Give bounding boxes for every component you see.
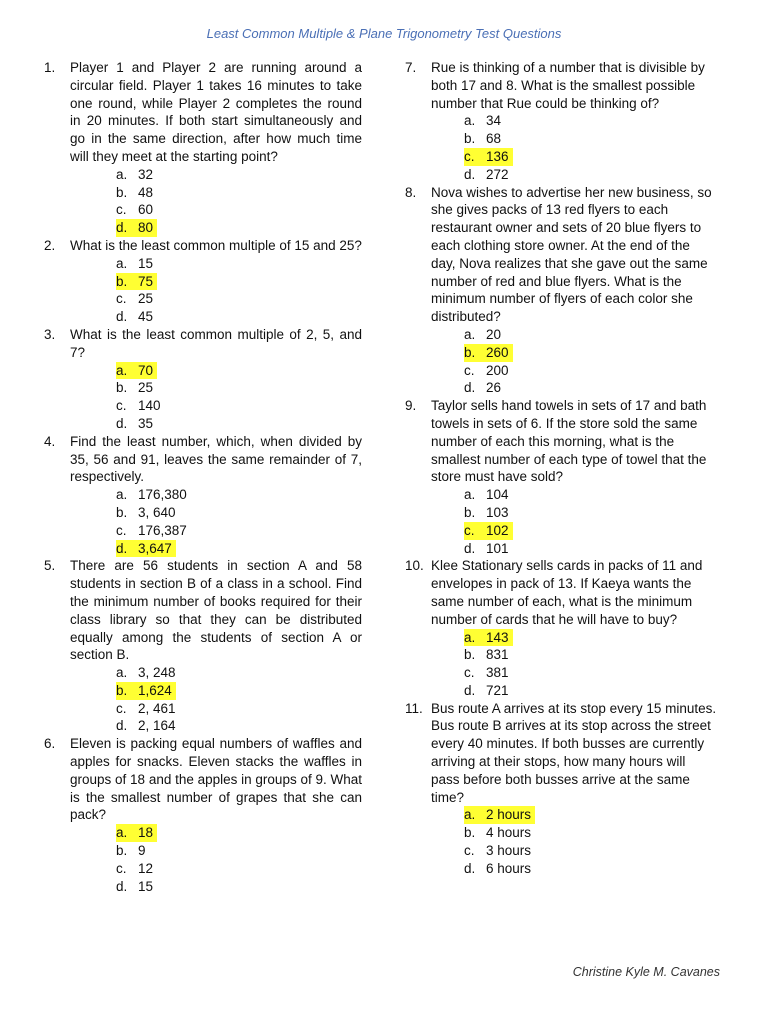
option-value: 103 [486, 504, 509, 520]
question-number: 10. [405, 558, 424, 574]
option-value: 102 [486, 522, 509, 538]
option-value: 3, 640 [138, 504, 176, 520]
option-letter: b. [116, 184, 128, 200]
answer-option [116, 717, 362, 735]
question-text: Find the least number, which, when divided by 35, 56 and 91, leaves the same remainder of 7, respectively. [70, 433, 362, 485]
option-value: 176,387 [138, 522, 187, 538]
option-value: 34 [486, 113, 502, 129]
option-letter: c. [116, 291, 127, 307]
option-value: 3 hours [486, 843, 532, 859]
answer-option [116, 522, 362, 540]
option-value: 2 hours [486, 807, 532, 823]
option-value: 200 [486, 362, 509, 378]
option-letter: d. [464, 380, 476, 396]
option-value: 15 [138, 255, 154, 271]
option-letter: b. [464, 131, 476, 147]
question-number: 9. [405, 398, 417, 414]
question-text: There are 56 students in section A and 58 students in section B of a class in a school. Find the minimum number of books required for their class library so that they can be distributed equally among the students of section A or section B. [70, 558, 362, 663]
option-value: 136 [486, 148, 509, 164]
question-text: What is the least common multiple of 15 and 25? [70, 237, 362, 253]
question-item [405, 397, 717, 557]
answer-option [464, 646, 717, 664]
answer-option [116, 290, 362, 308]
option-value: 60 [138, 202, 154, 218]
option-letter: b. [116, 273, 128, 289]
answer-options [44, 824, 362, 895]
option-value: 25 [138, 380, 154, 396]
option-letter: d. [464, 166, 476, 182]
option-letter: c. [116, 398, 127, 414]
option-value: 176,380 [138, 487, 187, 503]
answer-option [464, 824, 717, 842]
answer-option [116, 878, 362, 896]
question-text: What is the least common multiple of 2, 5, and 7? [70, 326, 362, 360]
option-value: 25 [138, 291, 154, 307]
option-value: 75 [138, 273, 154, 289]
answer-option [464, 842, 717, 860]
option-value: 12 [138, 860, 154, 876]
option-value: 48 [138, 184, 154, 200]
option-letter: c. [464, 362, 475, 378]
correct-answer-option [464, 806, 717, 824]
option-value: 260 [486, 344, 509, 360]
option-letter: b. [116, 380, 128, 396]
question-item [44, 326, 362, 433]
option-letter: b. [116, 843, 128, 859]
correct-answer-option [116, 682, 362, 700]
question-item [44, 237, 362, 326]
option-letter: a. [116, 665, 128, 681]
option-value: 45 [138, 309, 154, 325]
question-item [44, 59, 362, 237]
option-letter: b. [464, 504, 476, 520]
question-item [44, 735, 362, 895]
correct-answer-option [116, 824, 362, 842]
option-value: 9 [138, 843, 146, 859]
option-letter: c. [116, 860, 127, 876]
question-number: 7. [405, 60, 417, 75]
option-value: 68 [486, 131, 502, 147]
correct-answer-option [116, 273, 362, 291]
correct-answer-option [464, 629, 717, 647]
author-footer: Christine Kyle M. Cavanes [572, 965, 720, 979]
option-value: 32 [138, 166, 154, 182]
question-item [405, 59, 717, 184]
answer-options [44, 255, 362, 326]
option-value: 2, 164 [138, 718, 176, 734]
answer-option [464, 682, 717, 700]
answer-options [44, 166, 362, 237]
answer-option [116, 397, 362, 415]
option-letter: c. [116, 700, 127, 716]
answer-option [464, 362, 717, 380]
question-item [405, 184, 717, 398]
option-value: 26 [486, 380, 502, 396]
answer-option [116, 184, 362, 202]
correct-answer-option [464, 148, 717, 166]
option-value: 721 [486, 682, 509, 698]
option-value: 3, 248 [138, 665, 176, 681]
option-letter: b. [464, 344, 476, 360]
option-value: 15 [138, 878, 154, 894]
option-letter: a. [116, 487, 128, 503]
question-number: 8. [405, 184, 417, 200]
option-letter: d. [116, 415, 128, 431]
option-letter: d. [116, 878, 128, 894]
answer-options [405, 326, 717, 397]
answer-options [44, 664, 362, 735]
question-text: Eleven is packing equal numbers of waffles and apples for snacks. Eleven stacks the waffles in groups of 18 and the apples in groups of 9. What is the smallest number of grapes that she can pack? [70, 736, 362, 823]
question-number: 2. [44, 237, 56, 253]
option-letter: c. [464, 148, 475, 164]
answer-options [44, 362, 362, 433]
right-column [405, 59, 717, 878]
question-number: 5. [44, 558, 56, 574]
answer-option [464, 130, 717, 148]
correct-answer-option [116, 540, 362, 558]
answer-option [116, 379, 362, 397]
left-column [44, 59, 362, 895]
option-value: 101 [486, 540, 509, 556]
answer-option [116, 166, 362, 184]
answer-option [116, 486, 362, 504]
option-letter: c. [464, 665, 475, 681]
answer-option [464, 112, 717, 130]
option-value: 3,647 [138, 540, 172, 556]
answer-option [116, 504, 362, 522]
option-letter: d. [464, 682, 476, 698]
option-letter: b. [464, 825, 476, 841]
question-item [44, 433, 362, 558]
answer-option [116, 860, 362, 878]
option-value: 104 [486, 487, 509, 503]
option-value: 70 [138, 362, 154, 378]
answer-option [116, 308, 362, 326]
option-value: 80 [138, 220, 154, 236]
question-text: Taylor sells hand towels in sets of 17 and bath towels in sets of 6. If the store sold the same number of each this morning, what is the smallest number of each type of towel that the store must have sold? [431, 398, 707, 485]
answer-option [116, 700, 362, 718]
option-letter: a. [464, 807, 476, 823]
answer-option [116, 664, 362, 682]
answer-option [116, 415, 362, 433]
option-letter: a. [116, 255, 128, 271]
question-number: 3. [44, 326, 56, 342]
option-letter: a. [464, 487, 476, 503]
answer-option [116, 842, 362, 860]
option-value: 140 [138, 398, 161, 414]
question-text: Klee Stationary sells cards in packs of 11 and envelopes in pack of 13. If Kaeya wants the same number of each, what is the minimum number of cards that he will have to buy? [431, 558, 703, 627]
answer-option [464, 504, 717, 522]
option-letter: b. [464, 647, 476, 663]
question-number: 4. [44, 433, 56, 449]
option-letter: b. [116, 504, 128, 520]
question-text: Nova wishes to advertise her new business, so she gives packs of 13 red flyers to each restaurant owner and sets of 20 blue flyers to each clothing store owner. At the end of the day, Nova realizes that she gave out the same number of red and blue flyers. What is the minimum number of flyers of each color she distributed? [431, 184, 712, 325]
answer-option [116, 201, 362, 219]
option-value: 18 [138, 825, 154, 841]
option-letter: b. [116, 682, 128, 698]
question-text: Rue is thinking of a number that is divisible by both 17 and 8. What is the smallest possible number that Rue could be thinking of? [431, 60, 705, 111]
option-value: 381 [486, 665, 509, 681]
question-text: Bus route A arrives at its stop every 15 minutes. Bus route B arrives at its stop across the street every 40 minutes. If both busses are currently arriving at their stops, how many hours will pass before both busses arrive at the same time? [431, 700, 717, 805]
option-letter: d. [116, 718, 128, 734]
option-value: 35 [138, 415, 154, 431]
option-letter: d. [464, 860, 476, 876]
option-letter: d. [116, 309, 128, 325]
option-letter: c. [116, 202, 127, 218]
option-letter: a. [464, 113, 476, 129]
answer-option [464, 860, 717, 878]
question-item [405, 700, 717, 878]
option-letter: c. [116, 522, 127, 538]
option-value: 143 [486, 629, 509, 645]
question-text: Player 1 and Player 2 are running around a circular field. Player 1 takes 16 minutes to take one round, while Player 2 completes the round in 20 minutes. If both start simultaneously and go in the same direction, after how much time will they meet at the starting point? [70, 60, 362, 164]
option-letter: a. [464, 629, 476, 645]
option-letter: d. [116, 220, 128, 236]
answer-option [116, 255, 362, 273]
option-letter: c. [464, 843, 475, 859]
option-letter: a. [464, 326, 476, 342]
option-value: 1,624 [138, 682, 172, 698]
correct-answer-option [464, 344, 717, 362]
option-value: 831 [486, 647, 509, 663]
correct-answer-option [464, 522, 717, 540]
option-value: 4 hours [486, 825, 532, 841]
option-value: 6 hours [486, 860, 532, 876]
answer-option [464, 166, 717, 184]
option-letter: a. [116, 166, 128, 182]
answer-options [44, 486, 362, 557]
answer-options [405, 806, 717, 877]
option-letter: d. [464, 540, 476, 556]
correct-answer-option [116, 219, 362, 237]
answer-options [405, 486, 717, 557]
page-header: Least Common Multiple & Plane Trigonometry Test Questions [206, 26, 562, 41]
option-value: 272 [486, 166, 509, 182]
question-item [44, 557, 362, 735]
answer-option [464, 326, 717, 344]
answer-option [464, 540, 717, 558]
question-number: 11. [405, 700, 423, 716]
option-letter: d. [116, 540, 128, 556]
answer-options [405, 112, 717, 183]
option-value: 2, 461 [138, 700, 176, 716]
option-value: 20 [486, 326, 502, 342]
correct-answer-option [116, 362, 362, 380]
answer-option [464, 379, 717, 397]
answer-option [464, 664, 717, 682]
question-number: 1. [44, 60, 56, 75]
question-item [405, 557, 717, 699]
option-letter: c. [464, 522, 475, 538]
option-letter: a. [116, 362, 128, 378]
answer-options [405, 629, 717, 700]
question-number: 6. [44, 736, 56, 752]
option-letter: a. [116, 825, 128, 841]
answer-option [464, 486, 717, 504]
